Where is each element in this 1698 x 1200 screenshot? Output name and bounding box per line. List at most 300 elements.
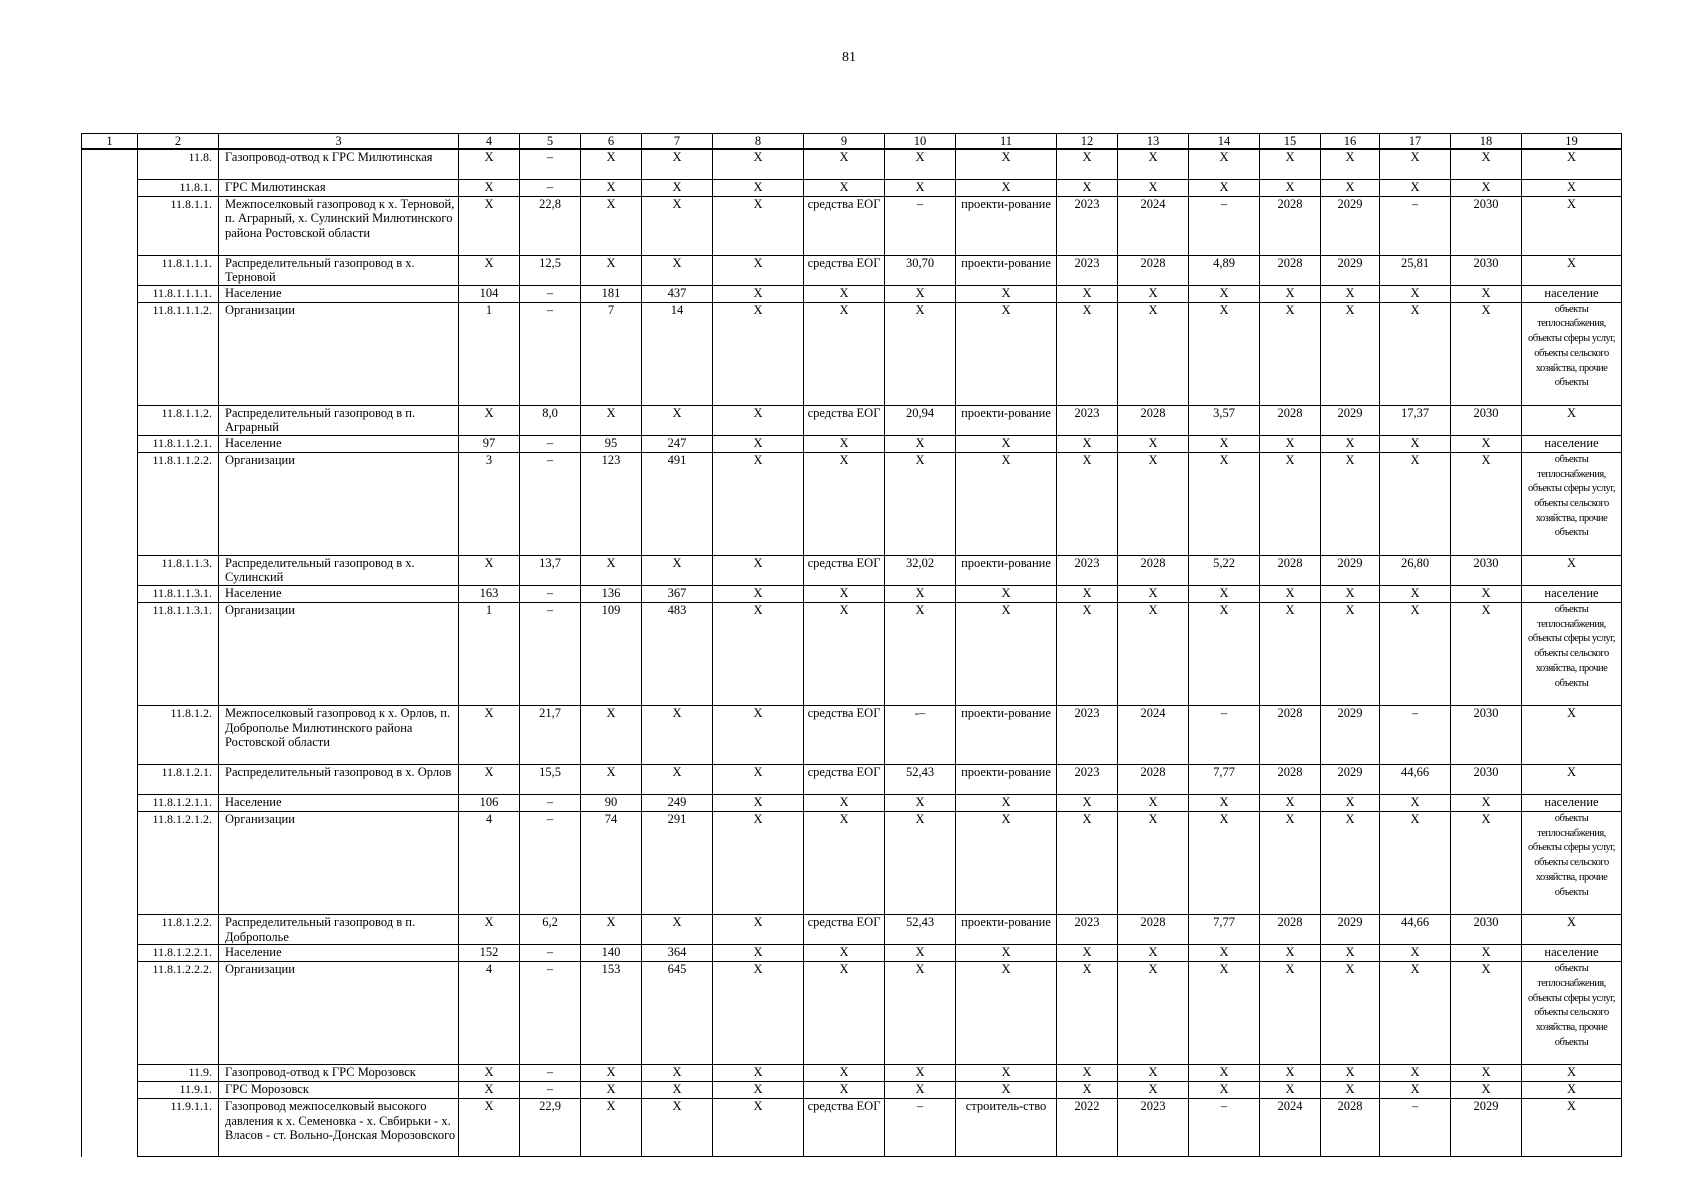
consumer-category: объекты теплоснабжения, объекты сферы услуг, объекты сельского хозяйства, прочие объекты bbox=[1522, 812, 1622, 915]
value-cell: 2028 bbox=[1260, 706, 1321, 765]
value-cell: 1 bbox=[459, 603, 520, 706]
row-number: 11.8.1.2.2. bbox=[138, 915, 219, 945]
consumer-category: Х bbox=[1522, 765, 1622, 795]
consumer-category: Х bbox=[1522, 1082, 1622, 1099]
value-cell: 2029 bbox=[1321, 915, 1380, 945]
value-cell: проекти-рование bbox=[956, 255, 1057, 285]
row-number: 11.8.1.1.1.1. bbox=[138, 285, 219, 302]
value-cell: Х bbox=[1118, 945, 1189, 962]
object-name: Распределительный газопровод в х. Орлов bbox=[219, 765, 459, 795]
value-cell: Х bbox=[713, 302, 804, 405]
value-cell: Х bbox=[1057, 285, 1118, 302]
value-cell: Х bbox=[581, 196, 642, 255]
value-cell: Х bbox=[1118, 435, 1189, 452]
value-cell: 2024 bbox=[1118, 196, 1189, 255]
value-cell: Х bbox=[1451, 179, 1522, 196]
value-cell: 491 bbox=[642, 452, 713, 555]
value-cell: 2028 bbox=[1260, 405, 1321, 435]
value-cell: Х bbox=[1451, 945, 1522, 962]
value-cell: Х bbox=[459, 179, 520, 196]
value-cell: Х bbox=[804, 302, 885, 405]
row-number: 11.8.1.2.2.2. bbox=[138, 962, 219, 1065]
value-cell: 437 bbox=[642, 285, 713, 302]
value-cell: Х bbox=[1057, 1065, 1118, 1082]
value-cell: 2023 bbox=[1057, 405, 1118, 435]
value-cell: проекти-рование bbox=[956, 196, 1057, 255]
table-row bbox=[82, 945, 1622, 962]
value-cell: Х bbox=[1260, 795, 1321, 812]
value-cell: 2022 bbox=[1057, 1099, 1118, 1157]
value-cell: – bbox=[520, 603, 581, 706]
value-cell: Х bbox=[1321, 586, 1380, 603]
column-header: 18 bbox=[1451, 134, 1522, 150]
value-cell: 249 bbox=[642, 795, 713, 812]
value-cell: Х bbox=[1380, 1082, 1451, 1099]
value-cell: Х bbox=[1118, 603, 1189, 706]
row-number: 11.8.1.2.1. bbox=[138, 765, 219, 795]
value-cell: Х bbox=[1380, 812, 1451, 915]
object-name: Население bbox=[219, 586, 459, 603]
value-cell: Х bbox=[1189, 1065, 1260, 1082]
consumer-category: Х bbox=[1522, 555, 1622, 585]
empty-cell bbox=[82, 765, 138, 795]
value-cell: Х bbox=[1189, 285, 1260, 302]
value-cell: 12,5 bbox=[520, 255, 581, 285]
empty-cell bbox=[82, 149, 138, 179]
row-number: 11.8.1.1.2.2. bbox=[138, 452, 219, 555]
value-cell: Х bbox=[956, 452, 1057, 555]
value-cell: Х bbox=[1321, 435, 1380, 452]
object-name: ГРС Морозовск bbox=[219, 1082, 459, 1099]
value-cell: Х bbox=[642, 196, 713, 255]
value-cell: Х bbox=[642, 1082, 713, 1099]
object-name: Газопровод-отвод к ГРС Милютинская bbox=[219, 149, 459, 179]
value-cell: – bbox=[1189, 1099, 1260, 1157]
value-cell: Х bbox=[804, 812, 885, 915]
value-cell: Х bbox=[1380, 452, 1451, 555]
value-cell: – bbox=[520, 1065, 581, 1082]
column-header: 7 bbox=[642, 134, 713, 150]
value-cell: Х bbox=[956, 812, 1057, 915]
value-cell: 3 bbox=[459, 452, 520, 555]
value-cell: Х bbox=[956, 603, 1057, 706]
value-cell: Х bbox=[1321, 812, 1380, 915]
value-cell: Х bbox=[885, 149, 956, 179]
value-cell: Х bbox=[1189, 1082, 1260, 1099]
value-cell: – bbox=[520, 795, 581, 812]
value-cell: Х bbox=[1057, 586, 1118, 603]
value-cell: Х bbox=[642, 255, 713, 285]
value-cell: Х bbox=[1451, 435, 1522, 452]
value-cell: Х bbox=[1057, 452, 1118, 555]
row-number: 11.8.1.1.3.1. bbox=[138, 586, 219, 603]
value-cell: 2028 bbox=[1321, 1099, 1380, 1157]
value-cell: Х bbox=[1189, 795, 1260, 812]
object-name: Межпоселковый газопровод к х. Терновой, п. Аграрный, х. Сулинский Милютинского района Ростовской области bbox=[219, 196, 459, 255]
consumer-category: объекты теплоснабжения, объекты сферы услуг, объекты сельского хозяйства, прочие объекты bbox=[1522, 302, 1622, 405]
row-number: 11.8. bbox=[138, 149, 219, 179]
value-cell: – bbox=[885, 1099, 956, 1157]
value-cell: Х bbox=[459, 1065, 520, 1082]
row-number: 11.8.1.2.2.1. bbox=[138, 945, 219, 962]
value-cell: Х bbox=[713, 765, 804, 795]
value-cell: средства ЕОГ bbox=[804, 915, 885, 945]
object-name: Распределительный газопровод в п. Доброполье bbox=[219, 915, 459, 945]
value-cell: Х bbox=[956, 285, 1057, 302]
row-number: 11.8.1.1.2. bbox=[138, 405, 219, 435]
value-cell: Х bbox=[1321, 795, 1380, 812]
empty-cell bbox=[82, 452, 138, 555]
column-header: 11 bbox=[956, 134, 1057, 150]
value-cell: Х bbox=[804, 586, 885, 603]
value-cell: Х bbox=[1260, 285, 1321, 302]
value-cell: Х bbox=[581, 405, 642, 435]
value-cell: средства ЕОГ bbox=[804, 765, 885, 795]
value-cell: 2030 bbox=[1451, 915, 1522, 945]
value-cell: 2030 bbox=[1451, 405, 1522, 435]
value-cell: 2023 bbox=[1057, 915, 1118, 945]
consumer-category: население bbox=[1522, 586, 1622, 603]
value-cell: Х bbox=[1380, 179, 1451, 196]
empty-cell bbox=[82, 706, 138, 765]
value-cell: Х bbox=[713, 915, 804, 945]
value-cell: 2029 bbox=[1321, 765, 1380, 795]
value-cell: Х bbox=[804, 179, 885, 196]
consumer-category: объекты теплоснабжения, объекты сферы услуг, объекты сельского хозяйства, прочие объекты bbox=[1522, 603, 1622, 706]
value-cell: Х bbox=[1057, 962, 1118, 1065]
value-cell: 123 bbox=[581, 452, 642, 555]
table-row bbox=[82, 302, 1622, 405]
value-cell: Х bbox=[1057, 795, 1118, 812]
value-cell: Х bbox=[1260, 435, 1321, 452]
value-cell: 2029 bbox=[1321, 255, 1380, 285]
value-cell: Х bbox=[1057, 603, 1118, 706]
value-cell: Х bbox=[885, 945, 956, 962]
consumer-category: Х bbox=[1522, 255, 1622, 285]
value-cell: Х bbox=[1451, 812, 1522, 915]
empty-cell bbox=[82, 795, 138, 812]
value-cell: Х bbox=[804, 1065, 885, 1082]
consumer-category: Х bbox=[1522, 405, 1622, 435]
value-cell: Х bbox=[956, 962, 1057, 1065]
value-cell: Х bbox=[1189, 435, 1260, 452]
value-cell: 30,70 bbox=[885, 255, 956, 285]
value-cell: Х bbox=[1451, 586, 1522, 603]
value-cell: 2028 bbox=[1260, 765, 1321, 795]
value-cell: Х bbox=[956, 795, 1057, 812]
value-cell: 95 bbox=[581, 435, 642, 452]
consumer-category: Х bbox=[1522, 706, 1622, 765]
value-cell: Х bbox=[1057, 812, 1118, 915]
value-cell: Х bbox=[1380, 435, 1451, 452]
value-cell: Х bbox=[1118, 302, 1189, 405]
object-name: Распределительный газопровод в х. Терновой bbox=[219, 255, 459, 285]
value-cell: Х bbox=[1189, 962, 1260, 1065]
value-cell: Х bbox=[885, 603, 956, 706]
value-cell: – bbox=[520, 962, 581, 1065]
value-cell: Х bbox=[885, 452, 956, 555]
value-cell: 2030 bbox=[1451, 765, 1522, 795]
value-cell: 2029 bbox=[1321, 706, 1380, 765]
value-cell: 2029 bbox=[1321, 405, 1380, 435]
value-cell: 645 bbox=[642, 962, 713, 1065]
table-row bbox=[82, 915, 1622, 945]
value-cell: Х bbox=[1189, 302, 1260, 405]
value-cell: Х bbox=[1057, 149, 1118, 179]
value-cell: Х bbox=[581, 706, 642, 765]
row-number: 11.8.1.2. bbox=[138, 706, 219, 765]
value-cell: Х bbox=[581, 149, 642, 179]
empty-cell bbox=[82, 812, 138, 915]
table-body bbox=[82, 149, 1622, 1157]
value-cell: 8,0 bbox=[520, 405, 581, 435]
value-cell: 52,43 bbox=[885, 765, 956, 795]
value-cell: Х bbox=[642, 915, 713, 945]
value-cell: 2024 bbox=[1260, 1099, 1321, 1157]
value-cell: Х bbox=[1321, 179, 1380, 196]
value-cell: Х bbox=[1380, 962, 1451, 1065]
table-row bbox=[82, 812, 1622, 915]
value-cell: Х bbox=[459, 915, 520, 945]
value-cell: 74 bbox=[581, 812, 642, 915]
value-cell: Х bbox=[1451, 1082, 1522, 1099]
value-cell: 17,37 bbox=[1380, 405, 1451, 435]
value-cell: проекти-рование bbox=[956, 706, 1057, 765]
value-cell: Х bbox=[642, 149, 713, 179]
object-name: Газопровод-отвод к ГРС Морозовск bbox=[219, 1065, 459, 1082]
column-header: 8 bbox=[713, 134, 804, 150]
value-cell: Х bbox=[885, 795, 956, 812]
value-cell: Х bbox=[713, 1099, 804, 1157]
value-cell: Х bbox=[459, 255, 520, 285]
value-cell: Х bbox=[1057, 1082, 1118, 1099]
value-cell: Х bbox=[1260, 179, 1321, 196]
value-cell: Х bbox=[1189, 452, 1260, 555]
consumer-category: Х bbox=[1522, 179, 1622, 196]
value-cell: Х bbox=[956, 302, 1057, 405]
value-cell: 109 bbox=[581, 603, 642, 706]
row-number: 11.9.1.1. bbox=[138, 1099, 219, 1157]
table-row bbox=[82, 706, 1622, 765]
value-cell: Х bbox=[713, 555, 804, 585]
table-row bbox=[82, 795, 1622, 812]
value-cell: средства ЕОГ bbox=[804, 255, 885, 285]
value-cell: Х bbox=[713, 452, 804, 555]
value-cell: Х bbox=[1260, 945, 1321, 962]
table-row bbox=[82, 255, 1622, 285]
value-cell: Х bbox=[1321, 945, 1380, 962]
table-row bbox=[82, 405, 1622, 435]
value-cell: Х bbox=[713, 179, 804, 196]
value-cell: 2028 bbox=[1260, 196, 1321, 255]
value-cell: Х bbox=[804, 603, 885, 706]
value-cell: 32,02 bbox=[885, 555, 956, 585]
value-cell: Х bbox=[1451, 149, 1522, 179]
value-cell: 2028 bbox=[1118, 765, 1189, 795]
row-number: 11.8.1. bbox=[138, 179, 219, 196]
value-cell: Х bbox=[1189, 945, 1260, 962]
value-cell: – bbox=[520, 435, 581, 452]
value-cell: Х bbox=[885, 1065, 956, 1082]
value-cell: Х bbox=[1321, 452, 1380, 555]
column-header: 19 bbox=[1522, 134, 1622, 150]
value-cell: Х bbox=[1057, 179, 1118, 196]
value-cell: 136 bbox=[581, 586, 642, 603]
value-cell: Х bbox=[1380, 285, 1451, 302]
empty-cell bbox=[82, 255, 138, 285]
value-cell: Х bbox=[804, 149, 885, 179]
object-name: Межпоселковый газопровод к х. Орлов, п. Доброполье Милютинского района Ростовской области bbox=[219, 706, 459, 765]
value-cell: Х bbox=[713, 405, 804, 435]
value-cell: Х bbox=[1260, 586, 1321, 603]
value-cell: Х bbox=[1451, 302, 1522, 405]
column-header: 3 bbox=[219, 134, 459, 150]
table-row bbox=[82, 149, 1622, 179]
value-cell: Х bbox=[713, 1065, 804, 1082]
empty-cell bbox=[82, 945, 138, 962]
value-cell: – bbox=[520, 179, 581, 196]
value-cell: Х bbox=[1260, 149, 1321, 179]
value-cell: Х bbox=[1260, 1065, 1321, 1082]
value-cell: Х bbox=[1118, 149, 1189, 179]
column-header: 16 bbox=[1321, 134, 1380, 150]
value-cell: Х bbox=[1380, 149, 1451, 179]
object-name: Организации bbox=[219, 452, 459, 555]
value-cell: Х bbox=[713, 603, 804, 706]
value-cell: 44,66 bbox=[1380, 765, 1451, 795]
value-cell: – bbox=[520, 1082, 581, 1099]
empty-cell bbox=[82, 285, 138, 302]
value-cell: Х bbox=[804, 962, 885, 1065]
value-cell: 25,81 bbox=[1380, 255, 1451, 285]
value-cell: 364 bbox=[642, 945, 713, 962]
value-cell: 52,43 bbox=[885, 915, 956, 945]
consumer-category: население bbox=[1522, 945, 1622, 962]
value-cell: Х bbox=[1260, 302, 1321, 405]
value-cell: Х bbox=[1260, 452, 1321, 555]
value-cell: Х bbox=[459, 405, 520, 435]
value-cell: – bbox=[520, 285, 581, 302]
consumer-category: Х bbox=[1522, 196, 1622, 255]
value-cell: Х bbox=[885, 962, 956, 1065]
object-name: Распределительный газопровод в х. Сулинский bbox=[219, 555, 459, 585]
value-cell: – bbox=[885, 196, 956, 255]
value-cell: 22,8 bbox=[520, 196, 581, 255]
value-cell: Х bbox=[713, 435, 804, 452]
value-cell: 2028 bbox=[1118, 255, 1189, 285]
value-cell: 5,22 bbox=[1189, 555, 1260, 585]
value-cell: Х bbox=[1260, 603, 1321, 706]
data-table bbox=[81, 133, 1622, 1157]
empty-cell bbox=[82, 1082, 138, 1099]
value-cell: Х bbox=[1321, 285, 1380, 302]
value-cell: 22,9 bbox=[520, 1099, 581, 1157]
row-number: 11.8.1.2.1.1. bbox=[138, 795, 219, 812]
value-cell: 21,7 bbox=[520, 706, 581, 765]
object-name: Организации bbox=[219, 302, 459, 405]
empty-cell bbox=[82, 915, 138, 945]
consumer-category: Х bbox=[1522, 149, 1622, 179]
table-row bbox=[82, 196, 1622, 255]
value-cell: 2028 bbox=[1118, 405, 1189, 435]
value-cell: 2028 bbox=[1260, 255, 1321, 285]
empty-cell bbox=[82, 555, 138, 585]
value-cell: Х bbox=[885, 812, 956, 915]
object-name: Население bbox=[219, 435, 459, 452]
table-row bbox=[82, 285, 1622, 302]
value-cell: 2030 bbox=[1451, 706, 1522, 765]
value-cell: Х bbox=[1189, 812, 1260, 915]
consumer-category: население bbox=[1522, 795, 1622, 812]
column-header: 14 bbox=[1189, 134, 1260, 150]
value-cell: 2023 bbox=[1057, 255, 1118, 285]
value-cell: проекти-рование bbox=[956, 405, 1057, 435]
value-cell: Х bbox=[713, 706, 804, 765]
value-cell: Х bbox=[1451, 962, 1522, 1065]
value-cell: Х bbox=[1380, 1065, 1451, 1082]
column-header: 15 bbox=[1260, 134, 1321, 150]
value-cell: Х bbox=[885, 435, 956, 452]
table-row bbox=[82, 603, 1622, 706]
value-cell: 483 bbox=[642, 603, 713, 706]
value-cell: 2023 bbox=[1057, 555, 1118, 585]
value-cell: 2030 bbox=[1451, 255, 1522, 285]
value-cell: средства ЕОГ bbox=[804, 1099, 885, 1157]
value-cell: 2023 bbox=[1057, 196, 1118, 255]
value-cell: Х bbox=[956, 1065, 1057, 1082]
value-cell: Х bbox=[804, 945, 885, 962]
value-cell: Х bbox=[1189, 149, 1260, 179]
value-cell: Х bbox=[1057, 435, 1118, 452]
value-cell: 2024 bbox=[1118, 706, 1189, 765]
value-cell: 2029 bbox=[1451, 1099, 1522, 1157]
value-cell: 4 bbox=[459, 962, 520, 1065]
value-cell: Х bbox=[459, 765, 520, 795]
column-header: 17 bbox=[1380, 134, 1451, 150]
value-cell: – bbox=[1189, 196, 1260, 255]
value-cell: 367 bbox=[642, 586, 713, 603]
value-cell: Х bbox=[1321, 962, 1380, 1065]
empty-cell bbox=[82, 196, 138, 255]
object-name: Организации bbox=[219, 962, 459, 1065]
row-number: 11.8.1.1. bbox=[138, 196, 219, 255]
empty-cell bbox=[82, 603, 138, 706]
empty-cell bbox=[82, 435, 138, 452]
value-cell: Х bbox=[956, 1082, 1057, 1099]
row-number: 11.8.1.1.3. bbox=[138, 555, 219, 585]
value-cell: Х bbox=[1057, 945, 1118, 962]
value-cell: средства ЕОГ bbox=[804, 405, 885, 435]
consumer-category: население bbox=[1522, 285, 1622, 302]
value-cell: Х bbox=[1118, 1082, 1189, 1099]
value-cell: Х bbox=[1118, 962, 1189, 1065]
value-cell: – bbox=[1380, 706, 1451, 765]
column-header: 12 bbox=[1057, 134, 1118, 150]
value-cell: 2028 bbox=[1118, 555, 1189, 585]
value-cell: Х bbox=[1451, 795, 1522, 812]
value-cell: 153 bbox=[581, 962, 642, 1065]
column-header: 10 bbox=[885, 134, 956, 150]
value-cell: Х bbox=[713, 149, 804, 179]
value-cell: Х bbox=[459, 1099, 520, 1157]
object-name: Организации bbox=[219, 603, 459, 706]
value-cell: 2030 bbox=[1451, 196, 1522, 255]
empty-cell bbox=[82, 405, 138, 435]
table-header bbox=[82, 134, 1622, 150]
value-cell: Х bbox=[459, 196, 520, 255]
value-cell: Х bbox=[713, 255, 804, 285]
value-cell: – bbox=[1380, 196, 1451, 255]
